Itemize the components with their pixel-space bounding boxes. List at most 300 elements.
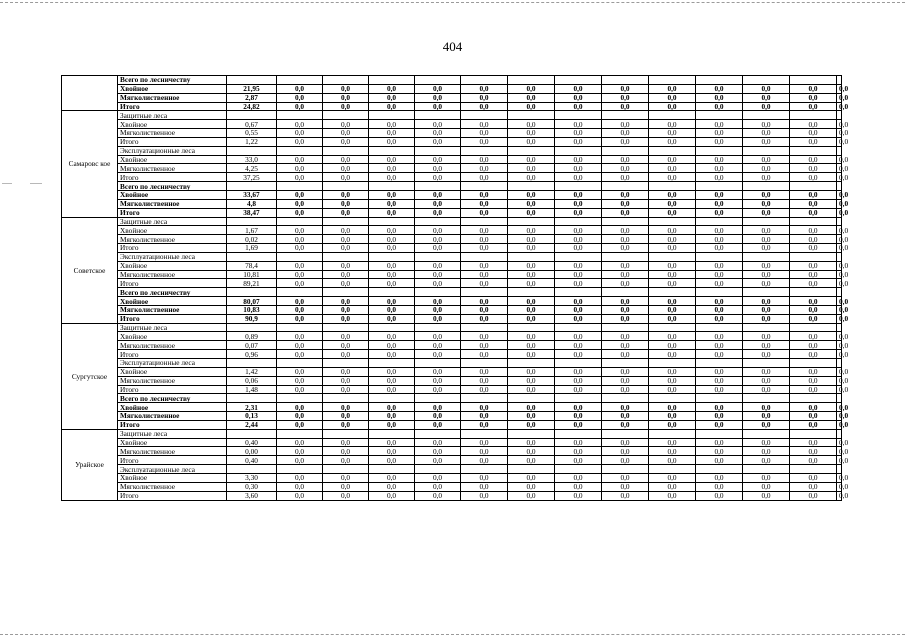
margin-mark [2, 183, 12, 184]
row-label: Мягколиственное [118, 199, 227, 208]
value-cell: 0,0 [555, 456, 602, 465]
value-cell: 0,0 [508, 270, 555, 279]
value-cell [461, 217, 508, 226]
total-cell [227, 217, 277, 226]
margin-mark [30, 183, 42, 184]
value-cell: 0,0 [461, 270, 508, 279]
page-number: 404 [442, 39, 463, 54]
row-label: Мягколиственное [118, 305, 227, 314]
value-cell: 0,0 [369, 350, 415, 359]
value-cell [508, 182, 555, 191]
value-cell: 0,0 [743, 226, 790, 235]
value-cell: 0,0 [369, 456, 415, 465]
value-cell: 0,0 [323, 314, 369, 323]
table-row [62, 208, 842, 217]
value-cell: 0,0 [369, 297, 415, 306]
value-cell [369, 76, 415, 85]
value-cell: 0,0 [461, 102, 508, 111]
region-cell [62, 76, 118, 111]
row-label: Мягколиственное [118, 235, 227, 244]
value-cell [323, 217, 369, 226]
total-cell [227, 465, 277, 474]
value-cell: 0,0 [555, 137, 602, 146]
value-cell: 0,0 [415, 199, 461, 208]
value-cell [508, 111, 555, 120]
row-label: Итого [118, 137, 227, 146]
value-cell [696, 394, 743, 403]
value-cell: 0,0 [461, 473, 508, 482]
value-cell: 0,0 [649, 279, 696, 288]
value-cell [743, 359, 790, 368]
value-cell: 0,0 [696, 155, 743, 164]
value-cell: 0,0 [696, 102, 743, 111]
value-cell: 0,0 [790, 314, 837, 323]
value-cell: 0,0 [602, 473, 649, 482]
value-cell: 0,0 [790, 447, 837, 456]
value-cell: 0,0 [743, 332, 790, 341]
value-cell [696, 111, 743, 120]
value-cell: 0,0 [555, 129, 602, 138]
value-cell: 0,0 [837, 226, 842, 235]
value-cell [696, 76, 743, 85]
row-label: Хвойное [118, 438, 227, 447]
value-cell: 0,0 [415, 208, 461, 217]
value-cell [277, 323, 323, 332]
total-cell: 3,30 [227, 473, 277, 482]
value-cell: 0,0 [508, 385, 555, 394]
value-cell: 0,0 [461, 456, 508, 465]
value-cell: 0,0 [696, 93, 743, 102]
value-cell: 0,0 [508, 403, 555, 412]
row-label: Мягколиственное [118, 129, 227, 138]
value-cell: 0,0 [277, 350, 323, 359]
value-cell [369, 252, 415, 261]
value-cell: 0,0 [790, 403, 837, 412]
value-cell: 0,0 [743, 137, 790, 146]
value-cell [743, 182, 790, 191]
value-cell [415, 465, 461, 474]
value-cell [790, 146, 837, 155]
value-cell [369, 111, 415, 120]
row-label: Мягколиственное [118, 376, 227, 385]
value-cell: 0,0 [508, 473, 555, 482]
value-cell: 0,0 [369, 482, 415, 491]
total-cell [227, 288, 277, 297]
value-cell: 0,0 [649, 93, 696, 102]
value-cell: 0,0 [415, 376, 461, 385]
value-cell: 0,0 [415, 261, 461, 270]
value-cell: 0,0 [508, 438, 555, 447]
value-cell: 0,0 [649, 403, 696, 412]
value-cell: 0,0 [649, 482, 696, 491]
value-cell: 0,0 [837, 341, 842, 350]
value-cell: 0,0 [277, 332, 323, 341]
row-label: Хвойное [118, 297, 227, 306]
total-cell: 78,4 [227, 261, 277, 270]
value-cell: 0,0 [277, 270, 323, 279]
row-label: Итого [118, 420, 227, 429]
value-cell: 0,0 [555, 491, 602, 500]
value-cell: 0,0 [508, 491, 555, 500]
value-cell: 0,0 [461, 137, 508, 146]
section-label: Эксплуатационные леса [118, 146, 227, 155]
value-cell [461, 359, 508, 368]
total-cell: 2,31 [227, 403, 277, 412]
total-cell [227, 323, 277, 332]
value-cell: 0,0 [415, 385, 461, 394]
value-cell: 0,0 [369, 279, 415, 288]
value-cell: 0,0 [602, 261, 649, 270]
total-cell: 0,00 [227, 447, 277, 456]
value-cell: 0,0 [602, 155, 649, 164]
table-row [62, 190, 842, 199]
value-cell: 0,0 [323, 420, 369, 429]
value-cell: 0,0 [555, 208, 602, 217]
value-cell [790, 394, 837, 403]
value-cell: 0,0 [837, 456, 842, 465]
value-cell: 0,0 [415, 350, 461, 359]
total-cell: 0,89 [227, 332, 277, 341]
value-cell [790, 429, 837, 438]
value-cell: 0,0 [696, 482, 743, 491]
total-cell: 0,07 [227, 341, 277, 350]
section-label: Эксплуатационные леса [118, 465, 227, 474]
value-cell: 0,0 [369, 129, 415, 138]
value-cell: 0,0 [508, 120, 555, 129]
value-cell [696, 359, 743, 368]
value-cell [277, 111, 323, 120]
total-cell: 2,87 [227, 93, 277, 102]
value-cell: 0,0 [555, 261, 602, 270]
value-cell [790, 182, 837, 191]
value-cell: 0,0 [790, 244, 837, 253]
value-cell [837, 182, 842, 191]
value-cell [602, 111, 649, 120]
total-cell: 10,81 [227, 270, 277, 279]
value-cell: 0,0 [277, 261, 323, 270]
value-cell: 0,0 [369, 314, 415, 323]
value-cell [461, 394, 508, 403]
table-row [62, 297, 842, 306]
value-cell: 0,0 [602, 244, 649, 253]
value-cell: 0,0 [696, 244, 743, 253]
value-cell: 0,0 [649, 235, 696, 244]
value-cell [696, 217, 743, 226]
row-label: Итого [118, 173, 227, 182]
value-cell [277, 394, 323, 403]
value-cell: 0,0 [602, 93, 649, 102]
value-cell: 0,0 [369, 164, 415, 173]
value-cell: 0,0 [743, 120, 790, 129]
value-cell [555, 146, 602, 155]
value-cell: 0,0 [508, 412, 555, 421]
value-cell: 0,0 [461, 235, 508, 244]
value-cell: 0,0 [743, 190, 790, 199]
value-cell: 0,0 [790, 420, 837, 429]
value-cell [602, 288, 649, 297]
value-cell [415, 76, 461, 85]
section-label: Всего по лесничеству [118, 288, 227, 297]
value-cell: 0,0 [508, 208, 555, 217]
value-cell [323, 182, 369, 191]
value-cell [743, 76, 790, 85]
value-cell [461, 146, 508, 155]
value-cell: 0,0 [743, 482, 790, 491]
value-cell: 0,0 [323, 473, 369, 482]
value-cell: 0,0 [555, 447, 602, 456]
value-cell [415, 429, 461, 438]
value-cell: 0,0 [508, 305, 555, 314]
value-cell: 0,0 [696, 314, 743, 323]
value-cell: 0,0 [369, 403, 415, 412]
row-label: Хвойное [118, 473, 227, 482]
table-row [62, 173, 842, 182]
value-cell: 0,0 [277, 341, 323, 350]
value-cell: 0,0 [837, 199, 842, 208]
value-cell: 0,0 [602, 385, 649, 394]
row-label: Хвойное [118, 190, 227, 199]
value-cell [790, 76, 837, 85]
value-cell: 0,0 [743, 244, 790, 253]
value-cell: 0,0 [323, 129, 369, 138]
value-cell [696, 465, 743, 474]
value-cell [743, 429, 790, 438]
value-cell: 0,0 [323, 93, 369, 102]
value-cell [837, 111, 842, 120]
value-cell: 0,0 [277, 120, 323, 129]
total-cell: 0,13 [227, 412, 277, 421]
value-cell: 0,0 [323, 403, 369, 412]
value-cell: 0,0 [837, 305, 842, 314]
value-cell: 0,0 [602, 137, 649, 146]
value-cell [461, 252, 508, 261]
value-cell: 0,0 [508, 332, 555, 341]
value-cell: 0,0 [461, 199, 508, 208]
value-cell [649, 252, 696, 261]
value-cell: 0,0 [555, 190, 602, 199]
value-cell: 0,0 [508, 244, 555, 253]
total-cell: 1,67 [227, 226, 277, 235]
value-cell [837, 146, 842, 155]
value-cell: 0,0 [602, 350, 649, 359]
value-cell: 0,0 [369, 235, 415, 244]
value-cell: 0,0 [555, 376, 602, 385]
value-cell: 0,0 [696, 226, 743, 235]
value-cell: 0,0 [602, 164, 649, 173]
section-label: Эксплуатационные леса [118, 252, 227, 261]
value-cell [837, 323, 842, 332]
value-cell: 0,0 [696, 279, 743, 288]
value-cell [323, 394, 369, 403]
value-cell: 0,0 [369, 412, 415, 421]
value-cell [696, 252, 743, 261]
value-cell: 0,0 [696, 129, 743, 138]
value-cell: 0,0 [369, 385, 415, 394]
value-cell: 0,0 [555, 102, 602, 111]
value-cell: 0,0 [743, 155, 790, 164]
value-cell: 0,0 [649, 261, 696, 270]
value-cell: 0,0 [508, 367, 555, 376]
value-cell [415, 359, 461, 368]
value-cell: 0,0 [508, 129, 555, 138]
value-cell [323, 429, 369, 438]
value-cell: 0,0 [837, 270, 842, 279]
value-cell: 0,0 [602, 297, 649, 306]
total-cell: 24,82 [227, 102, 277, 111]
table-row [62, 473, 842, 482]
section-label: Всего по лесничеству [118, 76, 227, 85]
total-cell: 0,67 [227, 120, 277, 129]
value-cell [508, 76, 555, 85]
value-cell [743, 252, 790, 261]
value-cell: 0,0 [837, 93, 842, 102]
value-cell [649, 288, 696, 297]
value-cell: 0,0 [461, 350, 508, 359]
value-cell [696, 429, 743, 438]
value-cell: 0,0 [369, 341, 415, 350]
total-cell [227, 429, 277, 438]
value-cell: 0,0 [602, 279, 649, 288]
value-cell: 0,0 [790, 137, 837, 146]
row-label: Мягколиственное [118, 164, 227, 173]
value-cell [277, 465, 323, 474]
row-label: Хвойное [118, 120, 227, 129]
value-cell: 0,0 [696, 120, 743, 129]
table-row [62, 226, 842, 235]
value-cell: 0,0 [837, 420, 842, 429]
total-cell: 4,25 [227, 164, 277, 173]
value-cell: 0,0 [415, 190, 461, 199]
value-cell: 0,0 [369, 305, 415, 314]
value-cell: 0,0 [369, 376, 415, 385]
value-cell [508, 394, 555, 403]
value-cell: 0,0 [649, 376, 696, 385]
value-cell: 0,0 [555, 93, 602, 102]
value-cell: 0,0 [602, 420, 649, 429]
value-cell: 0,0 [743, 129, 790, 138]
value-cell [461, 182, 508, 191]
region-cell: Советское [62, 217, 118, 323]
section-header-row [62, 394, 842, 403]
value-cell: 0,0 [649, 447, 696, 456]
value-cell: 0,0 [743, 341, 790, 350]
value-cell: 0,0 [415, 84, 461, 93]
value-cell: 0,0 [461, 279, 508, 288]
row-label: Итого [118, 102, 227, 111]
value-cell: 0,0 [696, 367, 743, 376]
value-cell [369, 394, 415, 403]
total-cell: 33,67 [227, 190, 277, 199]
value-cell: 0,0 [602, 208, 649, 217]
value-cell: 0,0 [323, 447, 369, 456]
value-cell: 0,0 [743, 102, 790, 111]
value-cell [277, 182, 323, 191]
total-cell: 21,95 [227, 84, 277, 93]
value-cell: 0,0 [743, 279, 790, 288]
value-cell: 0,0 [369, 155, 415, 164]
value-cell: 0,0 [555, 367, 602, 376]
value-cell: 0,0 [415, 244, 461, 253]
value-cell: 0,0 [837, 173, 842, 182]
value-cell [323, 359, 369, 368]
value-cell [369, 323, 415, 332]
value-cell [696, 288, 743, 297]
value-cell [555, 217, 602, 226]
value-cell: 0,0 [277, 129, 323, 138]
value-cell: 0,0 [555, 412, 602, 421]
value-cell [743, 323, 790, 332]
value-cell: 0,0 [461, 305, 508, 314]
section-header-row [62, 359, 842, 368]
value-cell: 0,0 [649, 297, 696, 306]
value-cell: 0,0 [369, 491, 415, 500]
value-cell: 0,0 [743, 403, 790, 412]
value-cell: 0,0 [837, 438, 842, 447]
top-scan-rule [0, 2, 905, 3]
value-cell: 0,0 [837, 261, 842, 270]
total-cell: 10,83 [227, 305, 277, 314]
value-cell: 0,0 [837, 155, 842, 164]
value-cell: 0,0 [649, 350, 696, 359]
value-cell [369, 217, 415, 226]
row-label: Мягколиственное [118, 270, 227, 279]
total-cell: 37,25 [227, 173, 277, 182]
value-cell: 0,0 [415, 420, 461, 429]
value-cell: 0,0 [415, 447, 461, 456]
value-cell [743, 288, 790, 297]
value-cell: 0,0 [415, 332, 461, 341]
value-cell: 0,0 [461, 412, 508, 421]
value-cell [369, 465, 415, 474]
value-cell: 0,0 [461, 297, 508, 306]
region-cell: Самаровс кое [62, 111, 118, 217]
value-cell: 0,0 [369, 93, 415, 102]
value-cell: 0,0 [323, 385, 369, 394]
value-cell: 0,0 [369, 208, 415, 217]
section-header-row [62, 323, 842, 332]
value-cell: 0,0 [415, 473, 461, 482]
value-cell: 0,0 [649, 341, 696, 350]
section-header-row [62, 111, 842, 120]
value-cell: 0,0 [837, 403, 842, 412]
total-cell: 0,55 [227, 129, 277, 138]
value-cell: 0,0 [277, 412, 323, 421]
row-label: Мягколиственное [118, 447, 227, 456]
value-cell: 0,0 [837, 376, 842, 385]
table-row [62, 456, 842, 465]
value-cell: 0,0 [369, 420, 415, 429]
value-cell [415, 288, 461, 297]
value-cell: 0,0 [696, 235, 743, 244]
value-cell [602, 146, 649, 155]
total-cell: 89,21 [227, 279, 277, 288]
value-cell: 0,0 [508, 84, 555, 93]
value-cell [837, 76, 842, 85]
section-header-row [62, 252, 842, 261]
value-cell: 0,0 [277, 447, 323, 456]
value-cell [649, 323, 696, 332]
value-cell: 0,0 [461, 120, 508, 129]
value-cell: 0,0 [415, 93, 461, 102]
value-cell: 0,0 [277, 279, 323, 288]
value-cell: 0,0 [369, 261, 415, 270]
value-cell [555, 111, 602, 120]
table-row [62, 438, 842, 447]
value-cell: 0,0 [602, 102, 649, 111]
value-cell: 0,0 [461, 208, 508, 217]
row-label: Итого [118, 491, 227, 500]
value-cell: 0,0 [555, 199, 602, 208]
